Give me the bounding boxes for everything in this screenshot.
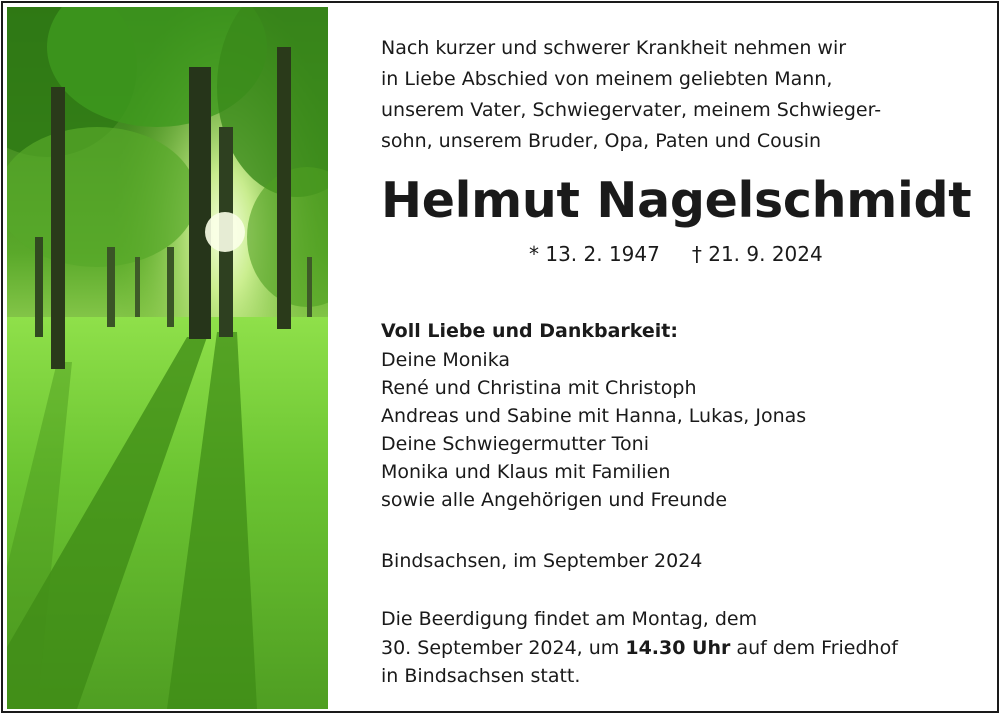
funeral-date-text: 30. September 2024, um xyxy=(381,636,626,659)
intro-line: in Liebe Abschied von meinem geliebten Mann, xyxy=(381,68,833,90)
intro-line: unserem Vater, Schwiegervater, meinem Schwieger- xyxy=(381,99,882,121)
mourner-entry: sowie alle Angehörigen und Freunde xyxy=(381,489,728,511)
intro-line: sohn, unserem Bruder, Opa, Paten und Cousin xyxy=(381,130,822,152)
funeral-line-3: in Bindsachsen statt. xyxy=(381,665,581,687)
funeral-line-1: Die Beerdigung findet am Montag, dem xyxy=(381,608,758,630)
obituary-notice xyxy=(1,1,999,713)
mourner-entry: Deine Schwiegermutter Toni xyxy=(381,433,649,455)
mourner-entry: Monika und Klaus mit Familien xyxy=(381,461,671,483)
funeral-time: 14.30 Uhr xyxy=(625,636,731,659)
birth-date: * 13. 2. 1947 xyxy=(529,242,660,266)
mourner-entry: René und Christina mit Christoph xyxy=(381,377,697,399)
mourners-heading: Voll Liebe und Dankbarkeit: xyxy=(381,320,678,342)
intro-line: Nach kurzer und schwerer Krankheit nehmen wir xyxy=(381,37,847,59)
funeral-location-text: auf dem Friedhof xyxy=(730,636,898,659)
mourners-list xyxy=(381,346,981,514)
park-trees-sunlight-photo xyxy=(7,7,328,709)
obituary-text xyxy=(381,33,981,691)
mourner-entry: Deine Monika xyxy=(381,349,511,371)
place-and-date: Bindsachsen, im September 2024 xyxy=(381,550,703,572)
deceased-name: Helmut Nagelschmidt xyxy=(381,172,972,229)
life-dates xyxy=(529,239,981,269)
funeral-info xyxy=(381,605,981,691)
mourner-entry: Andreas und Sabine mit Hanna, Lukas, Jonas xyxy=(381,405,807,427)
funeral-line-2 xyxy=(381,634,981,663)
intro-text xyxy=(381,33,981,157)
death-date: † 21. 9. 2024 xyxy=(691,242,823,266)
